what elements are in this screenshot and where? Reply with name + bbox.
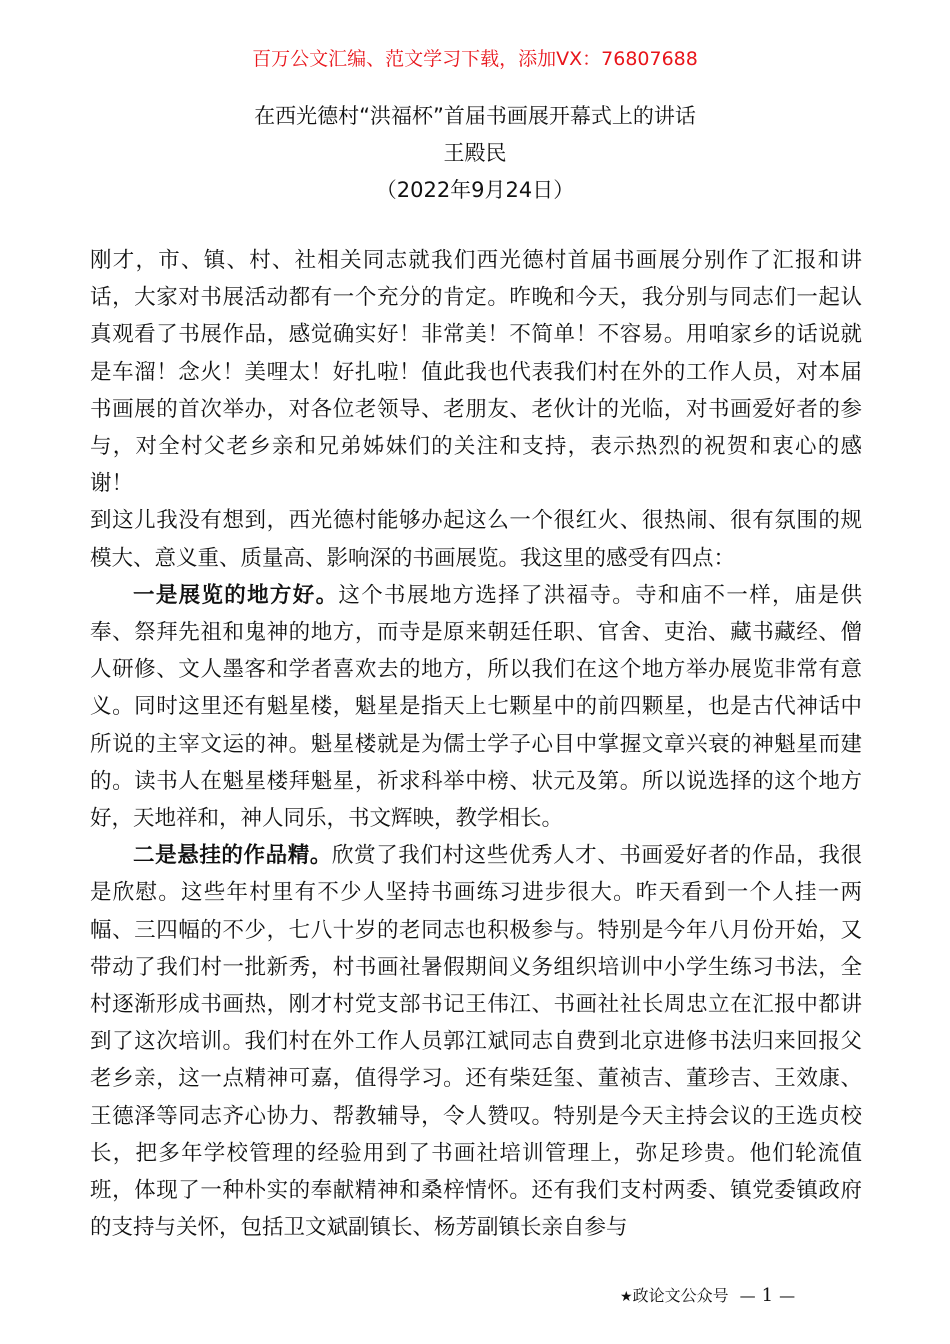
paragraph-text: 刚才，市、镇、村、社相关同志就我们西光德村首届书画展分别作了汇报和讲话，大家对书展活动都有一个充分的肯定。昨晚和今天，我分别与同志们一起认真观看了书展作品，感觉确实好！非常美！不简单！不容易。用咱家乡的话说就是车溜！念火！美哩太！好扎啦！值此我也代表我们村在外的工作人员，对本届书画展的首次举办，对各位老领导、老朋友、老伙计的光临，对书画爱好者的参与，对全村父老乡亲和兄弟姊妹们的关注和支持，表示热烈的祝贺和衷心的感谢！	[90, 248, 862, 497]
document-author: 王殿民	[443, 141, 507, 165]
document-date: （2022年9月24日）	[375, 178, 575, 202]
watermark-banner: 百万公文汇编、范文学习下载，添加VX：76807688	[252, 48, 698, 70]
document-heading	[0, 98, 950, 209]
paragraph-lead: 二是悬挂的作品精。	[133, 843, 332, 869]
paragraph-text: 到这儿我没有想到，西光德村能够办起这么一个很红火、很热闹、很有氛围的规模大、意义重、质量高、影响深的书画展览。我这里的感受有四点：	[90, 508, 862, 571]
paragraph-3	[90, 577, 862, 837]
star-icon: ★	[620, 1289, 633, 1305]
paragraph-lead: 一是展览的地方好。	[133, 582, 339, 608]
document-body	[90, 242, 862, 1246]
footer-dash-left: —	[739, 1286, 756, 1305]
document-title: 在西光德村“洪福杯”首届书画展开幕式上的讲话	[254, 104, 696, 128]
paragraph-4	[90, 837, 862, 1246]
page-footer	[620, 1284, 860, 1309]
paragraph-2	[90, 502, 862, 576]
footer-source: 政论文公众号	[632, 1286, 729, 1305]
paragraph-1	[90, 242, 862, 502]
page-number: 1	[761, 1285, 774, 1306]
paragraph-text: 欣赏了我们村这些优秀人才、书画爱好者的作品，我很是欣慰。这些年村里有不少人坚持书画练习进步很大。昨天看到一个人挂一两幅、三四幅的不少，七八十岁的老同志也积极参与。特别是今年八月份开始，又带动了我们村一批新秀，村书画社暑假期间义务组织培训中小学生练习书法，全村逐渐形成书画热，刚才村党支部书记王伟江、书画社社长周忠立在汇报中都讲到了这次培训。我们村在外工作人员郭江斌同志自费到北京进修书法归来回报父老乡亲，这一点精神可嘉，值得学习。还有柴廷玺、董祯吉、董珍吉、王效康、王德泽等同志齐心协力、帮教辅导，令人赞叹。特别是今天主持会议的王选贞校长，把多年学校管理的经验用到了书画社培训管理上，弥足珍贵。他们轮流值班，体现了一种朴实的奉献精神和桑梓情怀。还有我们支村两委、镇党委镇政府的支持与关怀，包括卫文斌副镇长、杨芳副镇长亲自参与	[90, 843, 862, 1241]
footer-dash-right: —	[779, 1286, 796, 1305]
paragraph-text: 这个书展地方选择了洪福寺。寺和庙不一样，庙是供奉、祭拜先祖和鬼神的地方，而寺是原来朝廷任职、官舍、吏治、藏书藏经、僧人研修、文人墨客和学者喜欢去的地方，所以我们在这个地方举办展览非常有意义。同时这里还有魁星楼，魁星是指天上七颗星中的前四颗星，也是古代神话中所说的主宰文运的神。魁星楼就是为儒士学子心目中掌握文章兴衰的神魁星而建的。读书人在魁星楼拜魁星，祈求科举中榜、状元及第。所以说选择的这个地方好，天地祥和，神人同乐，书文辉映，教学相长。	[90, 582, 862, 832]
